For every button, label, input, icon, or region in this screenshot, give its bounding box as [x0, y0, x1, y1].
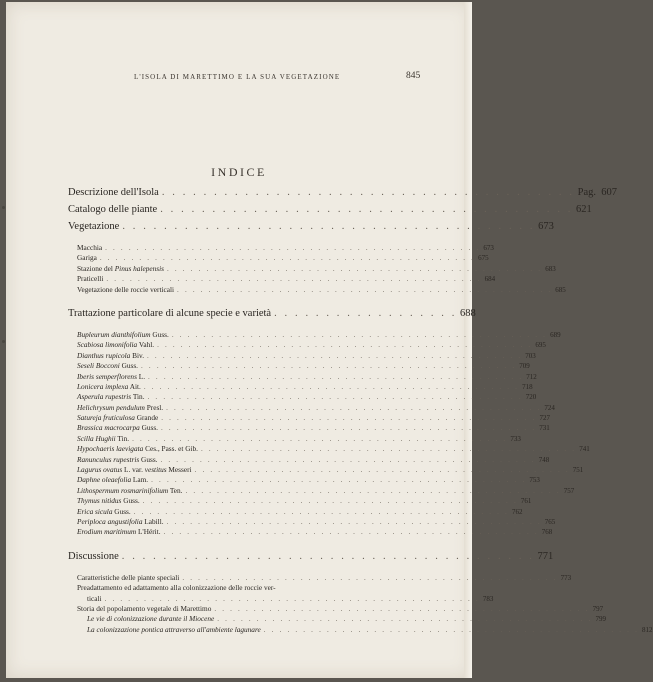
toc-subentry[interactable]: Praticelli . . . . . . . . . . . . . . . . . . . . . . . . . . . . . . . . . . . . . . . . . . . . . . . . 684 [77, 274, 496, 284]
leader-dots: . . . . . . . . . . . . . . . . . . [274, 307, 457, 319]
toc-entry-discussione[interactable] [68, 550, 554, 564]
species-name: Hypochaeris laevigata Ces., Pass. et Gib. [77, 444, 198, 454]
leader-dots: . . . . . . . . . . . . . . . . . . . . . . . . . . . . . . . . . . . . . . . . . . . . . . . . [263, 625, 640, 634]
species-entry[interactable] [68, 516, 556, 527]
species-name: Brassica macrocarpa Guss. [77, 423, 159, 433]
margin-mark [2, 340, 5, 343]
species-name: Satureja fruticulosa Grande [77, 413, 159, 423]
toc-subentry[interactable]: Stazione del Pinus halepensis . . . . . . . . . . . . . . . . . . . . . . . . . . . . . . . . . . . . . . . . . . . . . . . . 683 [77, 263, 556, 273]
species-name: Helichrysum pendulum Presl. [77, 402, 164, 412]
species-name: Lonicera implexa Ait. [77, 381, 141, 391]
species-page: 762 [511, 507, 523, 516]
leader-dots: . . . . . . . . . . . . . . . . . . . . . . . . . . . . . . . . . . . . . . . . . . . . . . . . [194, 466, 570, 475]
species-entry[interactable] [68, 350, 536, 361]
species-page: 748 [538, 455, 550, 464]
species-entry[interactable] [68, 444, 590, 454]
species-entry[interactable] [68, 361, 530, 371]
leader-dots: . . . . . . . . . . . . . . . . . . . . . . . . . . . . . . . . . . . . . . . . . . . . . . . . [163, 528, 539, 537]
species-page: 709 [519, 362, 530, 371]
species-page: 753 [529, 476, 540, 485]
species-name: Bupleurum dianthifolium Guss. [77, 329, 169, 339]
species-entry[interactable] [68, 329, 561, 340]
toc-entry-descrizione[interactable] [68, 186, 617, 200]
leader-dots: . . . . . . . . . . . . . . . . . . . . . . . . . . . . . . . . . . . . . . . . . . . . . . . . [143, 382, 520, 391]
species-page: 761 [520, 497, 532, 506]
leader-dots: . . . . . . . . . . . . . . . . . . . . . . . . . . . . . . . . . . . . . . . . . . . . . . . . [214, 604, 590, 613]
species-page: 731 [539, 424, 550, 433]
toc-entry-catalogo[interactable] [68, 203, 592, 217]
leader-dots: . . . . . . . . . . . . . . . . . . . . . . . . . . . . . . . . . . . . . . . . . . . . . . . . [171, 330, 548, 339]
leader-dots: . . . . . . . . . . . . . . . . . . . . . . . . . . . . . . . . . . . . . . . . . . . . . . . . [160, 455, 536, 464]
leader-dots: . . . . . . . . . . . . . . . . . . . . . . . . . . . . . . . . . . . . . . . . . . . . . . . . [147, 393, 523, 402]
toc-entry-label: Trattazione particolare di alcune specie e varietà [68, 307, 272, 319]
leader-dots: . . . . . . . . . . . . . . . . . . . . . . . . . . . . . . . . . . . . . . . . . . . . . . . . [132, 434, 508, 443]
toc-subentry[interactable]: La colonizzazione pontica attraverso all'ambiente lagunare . . . . . . . . . . . . . . . . . . . . . . . . . . . . . . . . . . . . . . . . . . . . . . . . 812 [87, 624, 653, 634]
species-entry[interactable] [68, 475, 540, 485]
toc-entry-label: Catalogo delle piante [68, 204, 158, 215]
toc-entry-page: Pag. 607 [577, 187, 617, 198]
species-name: Lagurus ovatus L. var. vestitus Messeri [77, 465, 192, 475]
species-name: Erodium maritimum L'Hérit. [77, 527, 161, 537]
leader-dots: . . . . . . . . . . . . . . . . . . . . . . . . . . . . . . . . . . . . . . . . . . . . . . . . [177, 285, 553, 294]
toc-entry-label: Vegetazione [68, 221, 120, 232]
toc-entry-label: Descrizione dell'Isola [68, 187, 159, 198]
toc-entry-vegetazione[interactable] [68, 220, 554, 234]
toc-entry-trattazione[interactable] [68, 307, 476, 321]
species-entry[interactable] [68, 392, 537, 402]
leader-dots: . . . . . . . . . . . . . . . . . . . . . . . . . . . . . . . . . . . . . . . . [160, 204, 574, 215]
toc-subentry[interactable]: Storia del popolamento vegetale di Marettimo . . . . . . . . . . . . . . . . . . . . . . . . . . . . . . . . . . . . . . . . . . . . . . . . 797 [77, 603, 604, 613]
leader-dots: . . . . . . . . . . . . . . . . . . . . . . . . . . . . . . . . . . . . . . . . . . . . . . . . [161, 424, 537, 433]
leader-dots: . . . . . . . . . . . . . . . . . . . . . . . . . . . . . . . . . . . . . . . . . . . . . . . . [142, 497, 518, 506]
leader-dots: . . . . . . . . . . . . . . . . . . . . . . . . . . . . . . . . . . . . . . . . [121, 550, 535, 562]
species-entry[interactable] [68, 371, 537, 382]
species-page: 712 [526, 372, 537, 381]
species-page: 768 [541, 528, 553, 537]
species-name: Dianthus rupicola Biv. [77, 350, 145, 360]
species-page: 757 [563, 486, 575, 495]
species-page: 724 [544, 403, 555, 412]
leader-dots: . . . . . . . . . . . . . . . . . . . . . . . . . . . . . . . . . . . . . . . . . . . . . . . . [182, 573, 558, 582]
species-page: 695 [535, 341, 546, 350]
toc-subentry[interactable]: ticali . . . . . . . . . . . . . . . . . . . . . . . . . . . . . . . . . . . . . . . . . . . . . . . . 783 [87, 593, 494, 603]
leader-dots: . . . . . . . . . . . . . . . . . . . . . . . . . . . . . . . . . . . . . . . . . . . . . . . . [217, 615, 593, 624]
leader-dots: . . . . . . . . . . . . . . . . . . . . . . . . . . . . . . . . . . . . . . . . . . . . . . . . [151, 476, 527, 485]
species-entry[interactable] [68, 527, 553, 537]
species-page: 689 [550, 330, 561, 339]
toc-subentry[interactable]: Macchia . . . . . . . . . . . . . . . . . . . . . . . . . . . . . . . . . . . . . . . . . . . . . . . . 673 [77, 243, 494, 252]
species-entry[interactable] [68, 413, 550, 423]
species-page: 720 [525, 393, 537, 402]
leader-dots: . . . . . . . . . . . . . . . . . . . . . . . . . . . . . . . . . . . . . . . . . . . . . . . . [148, 372, 524, 381]
species-name: Scilla Hughii Tin. [77, 433, 130, 443]
toc-subentry-wrapped[interactable]: Preadattamento ed adattamento alla colonizzazione delle roccie ver- [77, 583, 276, 593]
species-name: Asperula rupestris Tin. [77, 392, 145, 402]
species-entry[interactable] [68, 496, 532, 506]
leader-dots: . . . . . . . . . . . . . . . . . . . . . . . . . . . . . . . . . . . . . . . . . . . . . . . . [166, 517, 542, 526]
species-entry[interactable] [68, 485, 575, 496]
index-title: INDICE [211, 165, 267, 179]
toc-subentry[interactable]: Vegetazione delle roccie verticali . . . . . . . . . . . . . . . . . . . . . . . . . . . . . . . . . . . . . . . . . . . . . . . . 685 [77, 284, 566, 294]
species-name: Thymus nitidus Guss. [77, 496, 140, 506]
species-name: Lithospermum rosmarinifolium Ten. [77, 485, 183, 495]
species-page: 751 [572, 466, 584, 475]
species-entry[interactable] [68, 506, 523, 517]
species-name: Ranunculus rupestris Guss. [77, 454, 158, 464]
species-name: Periploca angustifolia Labill. [77, 516, 164, 526]
toc-subentry[interactable]: Gariga . . . . . . . . . . . . . . . . . . . . . . . . . . . . . . . . . . . . . . . . . . . . . . . . 675 [77, 253, 489, 263]
page-number: 845 [406, 71, 421, 81]
leader-dots: . . . . . . . . . . . . . . . . . . . . . . . . . . . . . . . . . . . . . . . . [161, 187, 575, 198]
leader-dots: . . . . . . . . . . . . . . . . . . . . . . . . . . . . . . . . . . . . . . . . . . . . . . . . [161, 414, 537, 423]
species-name: Seseli Bocconi Guss. [77, 361, 139, 371]
species-page: 733 [510, 434, 521, 443]
species-page: 718 [522, 382, 533, 391]
book-page [6, 2, 653, 678]
species-entry[interactable] [68, 402, 555, 413]
species-list [68, 329, 590, 538]
leader-dots: . . . . . . . . . . . . . . . . . . . . . . . . . . . . . . . . . . . . . . . . . . . . . . . . [106, 275, 482, 284]
leader-dots: . . . . . . . . . . . . . . . . . . . . . . . . . . . . . . . . . . . . . . . . . . . . . . . . [201, 445, 577, 454]
leader-dots: . . . . . . . . . . . . . . . . . . . . . . . . . . . . . . . . . . . . . . . . [122, 221, 536, 232]
species-name: Erica sicula Guss. [77, 506, 131, 516]
species-entry[interactable] [68, 433, 521, 444]
species-page: 703 [525, 351, 536, 360]
toc-entry-page: 688 [459, 307, 476, 319]
leader-dots: . . . . . . . . . . . . . . . . . . . . . . . . . . . . . . . . . . . . . . . . . . . . . . . . [105, 244, 481, 252]
toc-subentry[interactable]: Le vie di colonizzazione durante il Miocene . . . . . . . . . . . . . . . . . . . . . . . . . . . . . . . . . . . . . . . . . . . . . . . . 799 [87, 614, 607, 624]
toc-entry-page: 673 [538, 221, 554, 232]
toc-entry-page: 621 [576, 204, 592, 215]
toc-entry-label: Discussione [68, 550, 119, 562]
leader-dots: . . . . . . . . . . . . . . . . . . . . . . . . . . . . . . . . . . . . . . . . . . . . . . . . [147, 351, 523, 360]
species-name: Scabiosa limonifolia Vahl. [77, 340, 155, 350]
species-page: 727 [539, 414, 550, 423]
species-page: 765 [544, 517, 556, 526]
leader-dots: . . . . . . . . . . . . . . . . . . . . . . . . . . . . . . . . . . . . . . . . . . . . . . . . [141, 362, 517, 371]
leader-dots: . . . . . . . . . . . . . . . . . . . . . . . . . . . . . . . . . . . . . . . . . . . . . . . . [166, 264, 543, 273]
leader-dots: . . . . . . . . . . . . . . . . . . . . . . . . . . . . . . . . . . . . . . . . . . . . . . . . [157, 341, 533, 350]
species-entry[interactable] [68, 423, 550, 433]
species-entry[interactable] [68, 340, 546, 350]
species-entry[interactable] [68, 381, 533, 392]
margin-mark [2, 206, 5, 209]
species-name: Iberis semperflorens L. [77, 371, 146, 381]
toc-entry-page: 771 [537, 550, 554, 562]
leader-dots: . . . . . . . . . . . . . . . . . . . . . . . . . . . . . . . . . . . . . . . . . . . . . . . . [133, 507, 509, 516]
toc-subentry[interactable]: Caratteristiche delle piante speciali . . . . . . . . . . . . . . . . . . . . . . . . . . . . . . . . . . . . . . . . . . . . . . . . 773 [77, 572, 572, 582]
species-page: 741 [579, 445, 590, 454]
leader-dots: . . . . . . . . . . . . . . . . . . . . . . . . . . . . . . . . . . . . . . . . . . . . . . . . [185, 486, 561, 495]
running-header: L'ISOLA DI MARETTIMO E LA SUA VEGETAZIONE [134, 73, 341, 81]
species-entry[interactable] [68, 465, 584, 475]
table-of-contents [68, 186, 653, 635]
leader-dots: . . . . . . . . . . . . . . . . . . . . . . . . . . . . . . . . . . . . . . . . . . . . . . . . [104, 594, 480, 603]
species-entry[interactable] [68, 454, 550, 465]
leader-dots: . . . . . . . . . . . . . . . . . . . . . . . . . . . . . . . . . . . . . . . . . . . . . . . . [99, 254, 476, 263]
leader-dots: . . . . . . . . . . . . . . . . . . . . . . . . . . . . . . . . . . . . . . . . . . . . . . . . [166, 403, 542, 412]
species-name: Daphne oleaefolia Lam. [77, 475, 149, 485]
